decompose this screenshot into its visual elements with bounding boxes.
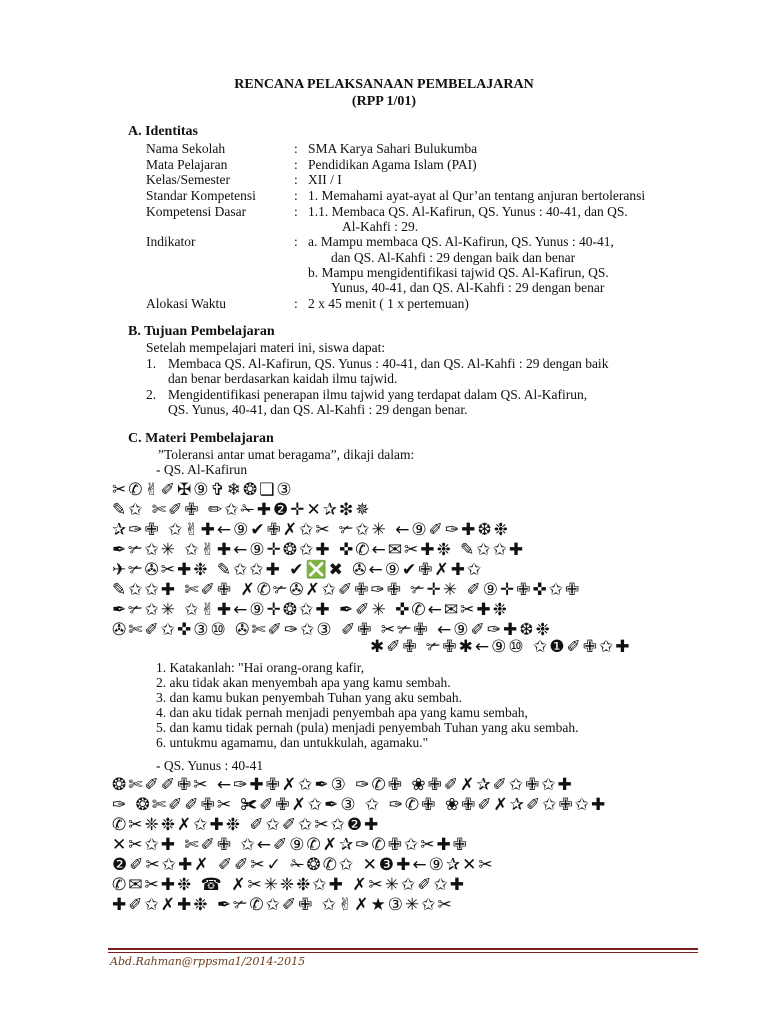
identitas-value: 2 x 45 menit ( 1 x pertemuan): [308, 296, 469, 311]
yunus-verse-line: ✕✂✩✚ ✄✐✙ ✩←✐⑨✆✗✰✑✆✙✩✂✚✙: [112, 835, 469, 855]
surah-yunus-label: - QS. Yunus : 40-41: [156, 758, 264, 773]
identitas-sep: :: [294, 296, 298, 311]
identitas-label: Kompetensi Dasar: [146, 204, 247, 219]
kafirun-translation-line: 5. dan kamu tidak pernah (pula) menjadi penyembah Tuhan yang aku sembah.: [156, 720, 579, 735]
kafirun-verse-line: ✰✑✙ ✩✌✚←⑨✔✙✗✩✂ ✃✩✳ ←⑨✐✑✚❆❉: [112, 520, 510, 540]
kafirun-verse-line: ✎✩✩✚ ✄✐✙ ✗✆✃✇✗✩✐✙✑✙ ✃✛✳ ✐⑨✛✙✜✩✙: [112, 580, 582, 600]
kafirun-verse-line: ✒✃✩✳ ✩✌✚←⑨✛❂✩✚ ✜✆←✉✂✚❉ ✎✩✩✚: [112, 540, 526, 560]
document-subtitle: (RPP 1/01): [351, 94, 417, 109]
identitas-label: Nama Sekolah: [146, 141, 226, 156]
identitas-sep: :: [294, 141, 298, 156]
tujuan-intro: Setelah mempelajari materi ini, siswa dapat:: [146, 340, 386, 355]
identitas-value: 1. Memahami ayat-ayat al Qur’an tentang anjuran bertoleransi: [308, 188, 646, 203]
identitas-value: a. Mampu membaca QS. Al-Kafirun, QS. Yunus : 40-41,: [308, 234, 614, 249]
kafirun-verse-line: ✒✃✩✳ ✩✌✚←⑨✛❂✩✚ ✒✐✳ ✜✆←✉✂✚❉: [112, 600, 509, 620]
kafirun-verse-line: ✇✄✐✩✜③⑩ ✇✄✐✑✩③ ✐✙ ✂✃✙ ←⑨✐✑✚❆❉: [112, 620, 552, 640]
kafirun-verse-line: ✂✆✌✐✠⑨✞❄❂❏③: [112, 480, 294, 500]
identitas-value-cont: dan QS. Al-Kahfi : 29 dengan baik dan benar: [331, 250, 576, 265]
identitas-value-cont: b. Mampu mengidentifikasi tajwid QS. Al-Kafirun, QS.: [308, 265, 609, 280]
tujuan-item-text-cont: dan benar berdasarkan kaidah ilmu tajwid.: [168, 371, 398, 386]
yunus-verse-line: ✑ ❂✄✐✐✙✂ ✀✐✙✗✩✒③ ✩ ✑✆✙ ❀✙✐✗✰✐✩✙✩✚: [112, 795, 608, 815]
identitas-sep: :: [294, 188, 298, 203]
tujuan-item-text: Mengidentifikasi penerapan ilmu tajwid yang terdapat dalam QS. Al-Kafirun,: [168, 387, 588, 402]
footer-rule-thin: [108, 952, 698, 953]
identitas-value-cont: Yunus, 40-41, dan QS. Al-Kahfi : 29 dengan benar: [331, 280, 605, 295]
identitas-value-cont: Al-Kahfi : 29.: [342, 219, 419, 234]
section-materi-heading: C. Materi Pembelajaran: [128, 431, 274, 446]
yunus-verse-line: ✆✉✂✚❉ ☎ ✗✂✳❈❉✩✚ ✗✂✳✩✐✩✚: [112, 875, 467, 895]
yunus-verse-line: ❂✄✐✐✙✂ ←✑✚✙✗✩✒③ ✑✆✙ ❀✙✐✗✰✐✩✙✩✚: [112, 775, 574, 795]
section-identitas-heading: A. Identitas: [128, 124, 199, 139]
identitas-value: SMA Karya Sahari Bulukumba: [308, 141, 478, 156]
footer-rule: [108, 948, 698, 950]
kafirun-translation-line: 4. dan aku tidak pernah menjadi penyembah apa yang kamu sembah,: [156, 705, 528, 720]
materi-intro: ”Toleransi antar umat beragama”, dikaji dalam:: [158, 447, 415, 462]
identitas-sep: :: [294, 172, 298, 187]
tujuan-item-num: 1.: [146, 356, 157, 371]
kafirun-translation-line: 6. untukmu agamamu, dan untukkulah, agamaku.": [156, 735, 429, 750]
kafirun-translation-line: 3. dan kamu bukan penyembah Tuhan yang aku sembah.: [156, 690, 462, 705]
kafirun-translation-line: 1. Katakanlah: "Hai orang-orang kafir,: [156, 660, 365, 675]
section-tujuan-heading: B. Tujuan Pembelajaran: [128, 324, 275, 339]
identitas-sep: :: [294, 204, 298, 219]
document-title: RENCANA PELAKSANAAN PEMBELAJARAN: [234, 77, 534, 92]
yunus-verse-line: ❷✐✂✩✚✗ ✐✐✂✓ ✁❂✆✩ ✕❸✚←⑨✰✕✂: [112, 855, 495, 875]
kafirun-verse-line: ✱✐✙ ✃✙✱←⑨⑩ ✩❶✐✙✩✚: [370, 637, 632, 657]
identitas-label: Kelas/Semester: [146, 172, 230, 187]
identitas-value: 1.1. Membaca QS. Al-Kafirun, QS. Yunus : 40-41, dan QS.: [308, 204, 628, 219]
tujuan-item-num: 2.: [146, 387, 157, 402]
identitas-value: XII / I: [308, 172, 342, 187]
identitas-label: Alokasi Waktu: [146, 296, 227, 311]
surah-kafirun-label: - QS. Al-Kafirun: [156, 462, 248, 477]
identitas-label: Indikator: [146, 234, 196, 249]
identitas-sep: :: [294, 234, 298, 249]
identitas-sep: :: [294, 157, 298, 172]
yunus-verse-line: ✚✐✩✗✚❉ ✒✃✆✩✐✙ ✩✌✗★③✳✩✂: [112, 895, 454, 915]
yunus-verse-line: ✆✂❈❉✗✩✚❉ ✐✩✐✩✂✩❷✚: [112, 815, 381, 835]
kafirun-verse-line: ✈✃✇✂✚❉ ✎✩✩✚ ✔❎✖ ✇←⑨✔✙✗✚✩: [112, 560, 484, 580]
identitas-label: Standar Kompetensi: [146, 188, 256, 203]
tujuan-item-text: Membaca QS. Al-Kafirun, QS. Yunus : 40-41, dan QS. Al-Kahfi : 29 dengan baik: [168, 356, 609, 371]
identitas-value: Pendidikan Agama Islam (PAI): [308, 157, 477, 172]
tujuan-item-text-cont: QS. Yunus, 40-41, dan QS. Al-Kahfi : 29 dengan benar.: [168, 402, 468, 417]
footer-author: Abd.Rahman@rppsma1/2014-2015: [110, 955, 306, 968]
kafirun-verse-line: ✎✩ ✄✐✙ ✏✩✁✚❷✛✕✰❇✵: [112, 500, 372, 520]
identitas-label: Mata Pelajaran: [146, 157, 228, 172]
kafirun-translation-line: 2. aku tidak akan menyembah apa yang kamu sembah.: [156, 675, 451, 690]
